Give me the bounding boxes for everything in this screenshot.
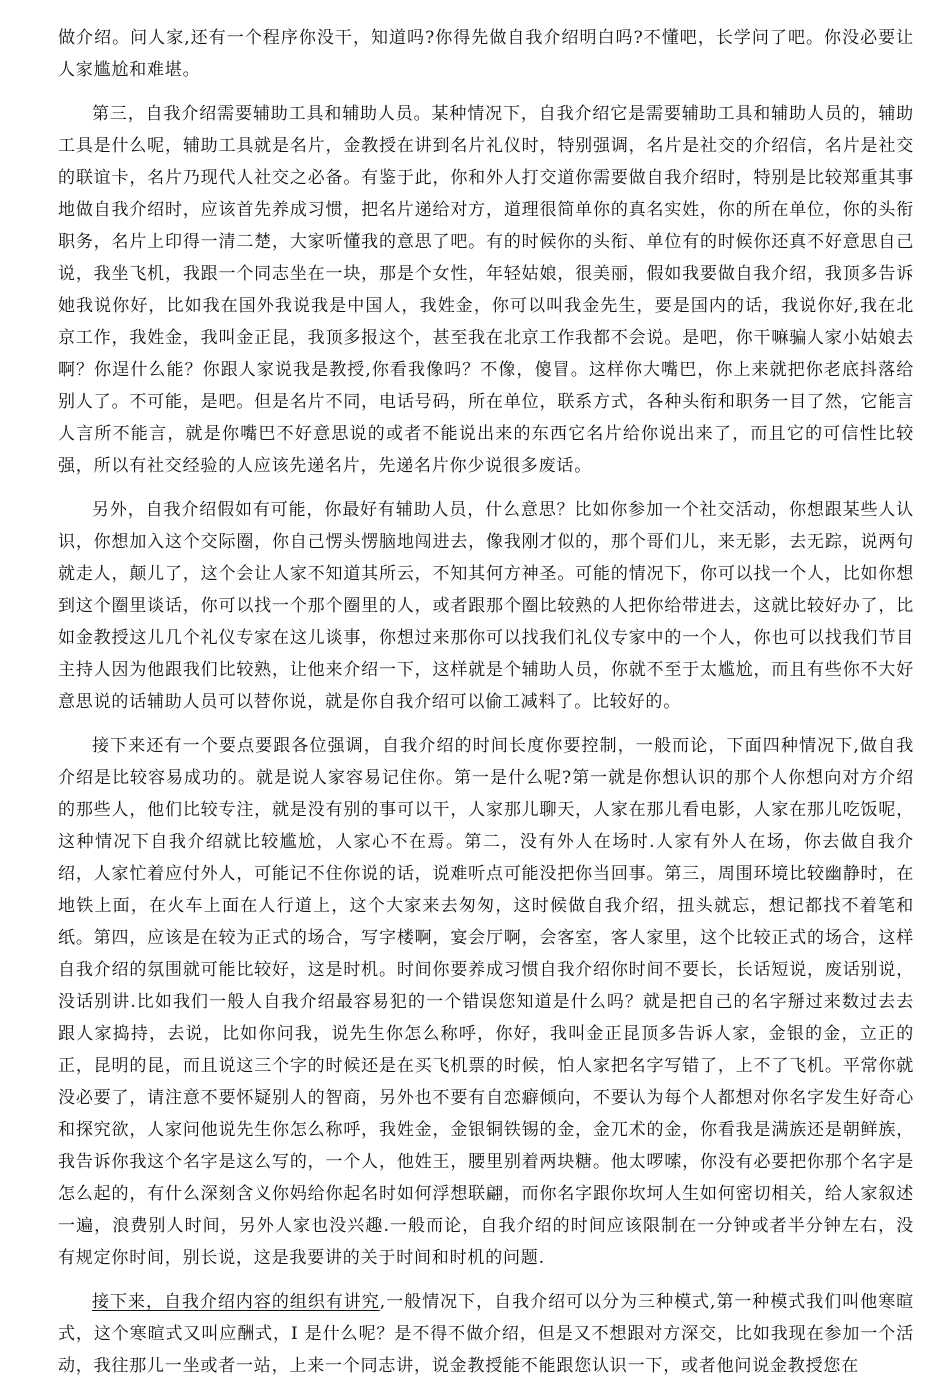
paragraph-2 (58, 98, 914, 482)
document-page (58, 22, 914, 1394)
paragraph-4 (58, 730, 914, 1274)
paragraph-1 (58, 22, 914, 86)
paragraph-2-text: 第三，自我介绍需要辅助工具和辅助人员。某种情况下，自我介绍它是需要辅助工具和辅助人员的，辅助工具是什么呢，辅助工具就是名片，金教授在讲到名片礼仪时，特别强调，名片是社交的介绍信，名片是社交的联谊卡，名片乃现代人社交之必备。有鉴于此，你和外人打交道你需要做自我介绍时，特别是比较郑重其事地做自我介绍时，应该首先养成习惯，把名片递给对方，道理很简单你的真名实姓，你的所在单位，你的头衔职务，名片上印得一清二楚，大家听懂我的意思了吧。有的时候你的头衔、单位有的时候你还真不好意思自己说，我坐飞机，我跟一个同志坐在一块，那是个女性，年轻姑娘，很美丽，假如我要做自我介绍，我顶多告诉她我说你好，比如我在国外我说我是中国人，我姓金，你可以叫我金先生，要是国内的话，我说你好,我在北京工作，我姓金，我叫金正昆，我顶多报这个，甚至我在北京工作我都不会说。是吧，你干嘛骗人家小姑娘去啊？你逞什么能？你跟人家说我是教授,你看我像吗？不像，傻冒。这样你大嘴巴，你上来就把你老底抖落给别人了。不可能，是吧。但是名片不同，电话号码，所在单位，联系方式，各种头衔和职务一目了然，它能言人言所不能言，就是你嘴巴不好意思说的或者不能说出来的东西它名片给你说出来了，而且它的可信性比较强，所以有社交经验的人应该先递名片，先递名片你少说很多废话。 (58, 104, 914, 476)
paragraph-5-text: ,一般情况下，自我介绍可以分为三种模式,第一种模式我们叫他寒暄式，这个寒暄式又叫应酬式，I 是什么呢？是不得不做介绍，但是又不想跟对方深交，比如我现在参加一个活动，我往那儿一坐或者一站，上来一个同志讲，说金教授能不能跟您认识一下，或者他问说金教授您在 (58, 1292, 914, 1376)
paragraph-4-text: 接下来还有一个要点要跟各位强调，自我介绍的时间长度你要控制，一般而论，下面四种情况下,做自我介绍是比较容易成功的。就是说人家容易记住你。第一是什么呢?第一就是你想认识的那个人你想向对方介绍的那些人，他们比较专注，就是没有别的事可以干，人家那儿聊天，人家在那儿看电影，人家在那儿吃饭呢，这种情况下自我介绍就比较尴尬，人家心不在焉。第二，没有外人在场时.人家有外人在场，你去做自我介绍，人家忙着应付外人，可能记不住你说的话，说难听点可能没把你当回事。第三，周围环境比较幽静时，在地铁上面，在火车上面在人行道上，这个大家来去匆匆，这时候做自我介绍，扭头就忘，想记都找不着笔和纸。第四，应该是在较为正式的场合，写字楼啊，宴会厅啊，会客室，客人家里，这个比较正式的场合，这样自我介绍的氛围就可能比较好，这是时机。时间你要养成习惯自我介绍你时间不要长，长话短说，废话别说，没话别讲.比如我们一般人自我介绍最容易犯的一个错误您知道是什么吗？就是把自己的名字掰过来数过去去跟人家捣持，去说，比如你问我，说先生你怎么称呼，你好，我叫金正昆顶多告诉人家，金银的金，立正的正，昆明的昆，而且说这三个字的时候还是在买飞机票的时候，怕人家把名字写错了，上不了飞机。平常你就没必要了，请注意不要怀疑别人的智商，另外也不要有自恋癖倾向，不要认为每个人都想对你名字发生好奇心和探究欲，人家问他说先生你怎么称呼，我姓金，金银铜铁锡的金，金兀术的金，你看我是满族还是朝鲜族，我告诉你我这个名字是这么写的，一个人，他姓王，腰里别着两块糖。他太啰嗦，你没有必要把你那个名字是怎么起的，有什么深刻含义你妈给你起名时如何浮想联翩，而你名字跟你坎坷人生如何密切相关，给人家叙述一遍，浪费别人时间，另外人家也没兴趣.一般而论，自我介绍的时间应该限制在一分钟或者半分钟左右，没有规定你时间，别长说，这是我要讲的关于时间和时机的问题. (58, 736, 914, 1268)
paragraph-3-text: 另外，自我介绍假如有可能，你最好有辅助人员，什么意思？比如你参加一个社交活动，你想跟某些人认识，你想加入这个交际圈，你自己愣头愣脑地闯进去，像我刚才似的，那个哥们儿，来无影，去无踪，说两句就走人，颠儿了，这个会让人家不知道其所云，不知其何方神圣。可能的情况下，你可以找一个人，比如你想到这个圈里谈话，你可以找一个那个圈里的人，或者跟那个圈比较熟的人把你给带进去，这就比较好办了，比如金教授这儿几个礼仪专家在这儿谈事，你想过来那你可以找我们礼仪专家中的一个人，你也可以找我们节目主持人因为他跟我们比较熟，让他来介绍一下，这样就是个辅助人员，你就不至于太尴尬，而且有些你不大好意思说的话辅助人员可以替你说，就是你自我介绍可以偷工减料了。比较好的。 (58, 500, 914, 712)
paragraph-5 (58, 1286, 914, 1382)
paragraph-1-text: 做介绍。问人家,还有一个程序你没干，知道吗?你得先做自我介绍明白吗?不懂吧，长学问了吧。你没必要让人家尴尬和难堪。 (58, 28, 914, 80)
paragraph-5-lead: 接下来，自我介绍内容的组织有讲究 (92, 1292, 380, 1312)
paragraph-3 (58, 494, 914, 718)
